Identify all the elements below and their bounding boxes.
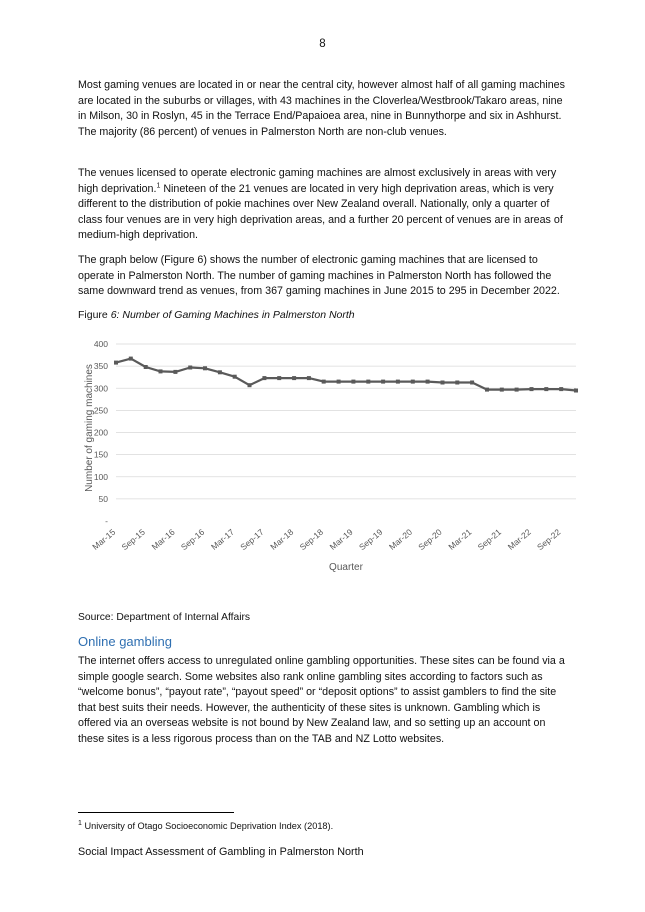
- x-tick-label: Sep-22: [535, 526, 563, 553]
- data-point: [203, 366, 207, 370]
- data-point: [411, 380, 415, 384]
- data-point: [337, 380, 341, 384]
- data-point: [381, 380, 385, 384]
- y-tick-label: 400: [93, 339, 108, 349]
- data-point: [426, 380, 430, 384]
- data-point: [455, 381, 459, 385]
- x-tick-label: Sep-21: [475, 526, 504, 553]
- paragraph-deprivation-rest: Nineteen of the 21 venues are located in very high deprivation areas, which is very different to the distribution of pokie machines over New Zealand overall. Nationally, only a quarter of class four venues are in very high deprivation areas, and a further 20 percent of venues are in areas of medium-high deprivation.: [78, 182, 563, 242]
- x-tick-label: Mar-16: [149, 526, 177, 552]
- footnote: [78, 821, 333, 831]
- series-line: [116, 359, 576, 391]
- data-point: [188, 366, 192, 370]
- data-point: [277, 376, 281, 380]
- page-number: 8: [319, 38, 326, 50]
- data-point: [248, 383, 252, 387]
- page-footer: Social Impact Assessment of Gambling in Palmerston North: [78, 846, 364, 858]
- data-point: [544, 387, 548, 391]
- footnote-mark: 1: [78, 819, 82, 827]
- data-point: [366, 380, 370, 384]
- chart-source: Source: Department of Internal Affairs: [78, 612, 251, 623]
- data-point: [515, 388, 519, 392]
- footnote-text: University of Otago Socioeconomic Deprivation Index (2018).: [81, 821, 334, 831]
- x-tick-label: Sep-19: [356, 526, 385, 553]
- x-tick-label: Sep-17: [238, 526, 266, 553]
- paragraph-deprivation: [78, 166, 573, 244]
- x-axis-ticks: [90, 527, 562, 552]
- y-axis-ticks: [94, 339, 108, 526]
- series-gaming-machines: [114, 357, 578, 393]
- paragraph-deprivation-start: The venues licensed to operate electronic gaming machines are almost exclusively in areas with very high deprivation.: [78, 167, 557, 195]
- y-axis-label: Number of gaming machines: [84, 364, 95, 492]
- data-point: [129, 357, 133, 361]
- data-point: [559, 387, 563, 391]
- figure-caption: [78, 309, 355, 321]
- data-point: [485, 388, 489, 392]
- data-point: [262, 376, 266, 380]
- gaming-machines-chart: [78, 330, 588, 580]
- y-tick-label: 350: [93, 361, 108, 372]
- line-chart-svg: [78, 330, 588, 580]
- data-point: [307, 376, 311, 380]
- data-point: [159, 369, 163, 373]
- x-tick-label: Mar-19: [327, 526, 355, 552]
- paragraph-online-gambling: The internet offers access to unregulated online gambling opportunities. These sites can be found via a simple google search. Some websites also rank online gambling sites according to factors such as “welcome bonus”, “payout rate”, “payout speed” or “deposit options” to assist gamblers to find the site that best suits their needs. However, the authenticity of these sites is unknown. Gambling which is offered via an overseas website is not bound by New Zealand law, and so setting up an account on these sites is a less rigorous process than on the TAB and NZ Lotto websites.: [78, 655, 565, 745]
- x-tick-label: Sep-18: [297, 526, 326, 553]
- y-tick-label: 250: [93, 405, 108, 416]
- y-tick-label: 150: [93, 449, 108, 460]
- x-tick-label: Mar-15: [90, 526, 118, 552]
- data-point: [218, 370, 222, 374]
- x-tick-label: Sep-16: [178, 526, 207, 553]
- x-tick-label: Mar-21: [446, 526, 474, 552]
- footnote-reference[interactable]: 1: [156, 182, 161, 190]
- data-point: [441, 381, 445, 385]
- y-tick-label: 300: [93, 383, 108, 394]
- data-point: [351, 380, 355, 384]
- data-point: [396, 380, 400, 384]
- data-point: [470, 381, 474, 385]
- x-tick-label: Mar-20: [386, 526, 415, 552]
- figure-caption-prefix: Figure: [78, 309, 111, 321]
- data-point: [322, 380, 326, 384]
- data-point: [500, 388, 504, 392]
- figure-caption-title: 6: Number of Gaming Machines in Palmerston North: [110, 309, 355, 321]
- footnote-divider: [78, 812, 234, 813]
- data-point: [233, 375, 237, 379]
- data-point: [292, 376, 296, 380]
- y-tick-label: 50: [98, 493, 108, 504]
- data-point: [114, 361, 118, 365]
- data-point: [173, 370, 177, 374]
- x-axis-label: Quarter: [329, 562, 363, 573]
- paragraph-machine-trend: The graph below (Figure 6) shows the number of electronic gaming machines that are licensed to operate in Palmerston North. The number of gaming machines in Palmerston North has followed the same downward trend as venues, from 367 gaming machines in June 2015 to 295 in December 2022.: [78, 254, 560, 298]
- y-tick-label: 100: [93, 471, 108, 482]
- data-point: [144, 365, 148, 369]
- data-point: [574, 389, 578, 393]
- section-heading-online-gambling: Online gambling: [78, 634, 172, 649]
- grid-lines: [116, 344, 576, 499]
- data-point: [530, 387, 534, 391]
- x-tick-label: Mar-22: [505, 526, 533, 552]
- paragraph-venue-locations: Most gaming venues are located in or near the central city, however almost half of all gaming machines are located in the suburbs or villages, with 43 machines in the Cloverlea/Westbrook/Takaro areas, nine in Milson, 30 in Roslyn, 45 in the Terrace End/Papaioea area, nine in Bunnythorpe and six in Ashhurst. The majority (86 percent) of venues in Palmerston North are non-club venues.: [78, 79, 565, 138]
- y-tick-label: 200: [93, 427, 108, 438]
- y-tick-label: -: [105, 516, 108, 526]
- x-tick-label: Sep-20: [416, 526, 444, 553]
- x-tick-label: Mar-18: [268, 526, 296, 552]
- x-tick-label: Sep-15: [119, 526, 147, 553]
- x-tick-label: Mar-17: [208, 526, 236, 552]
